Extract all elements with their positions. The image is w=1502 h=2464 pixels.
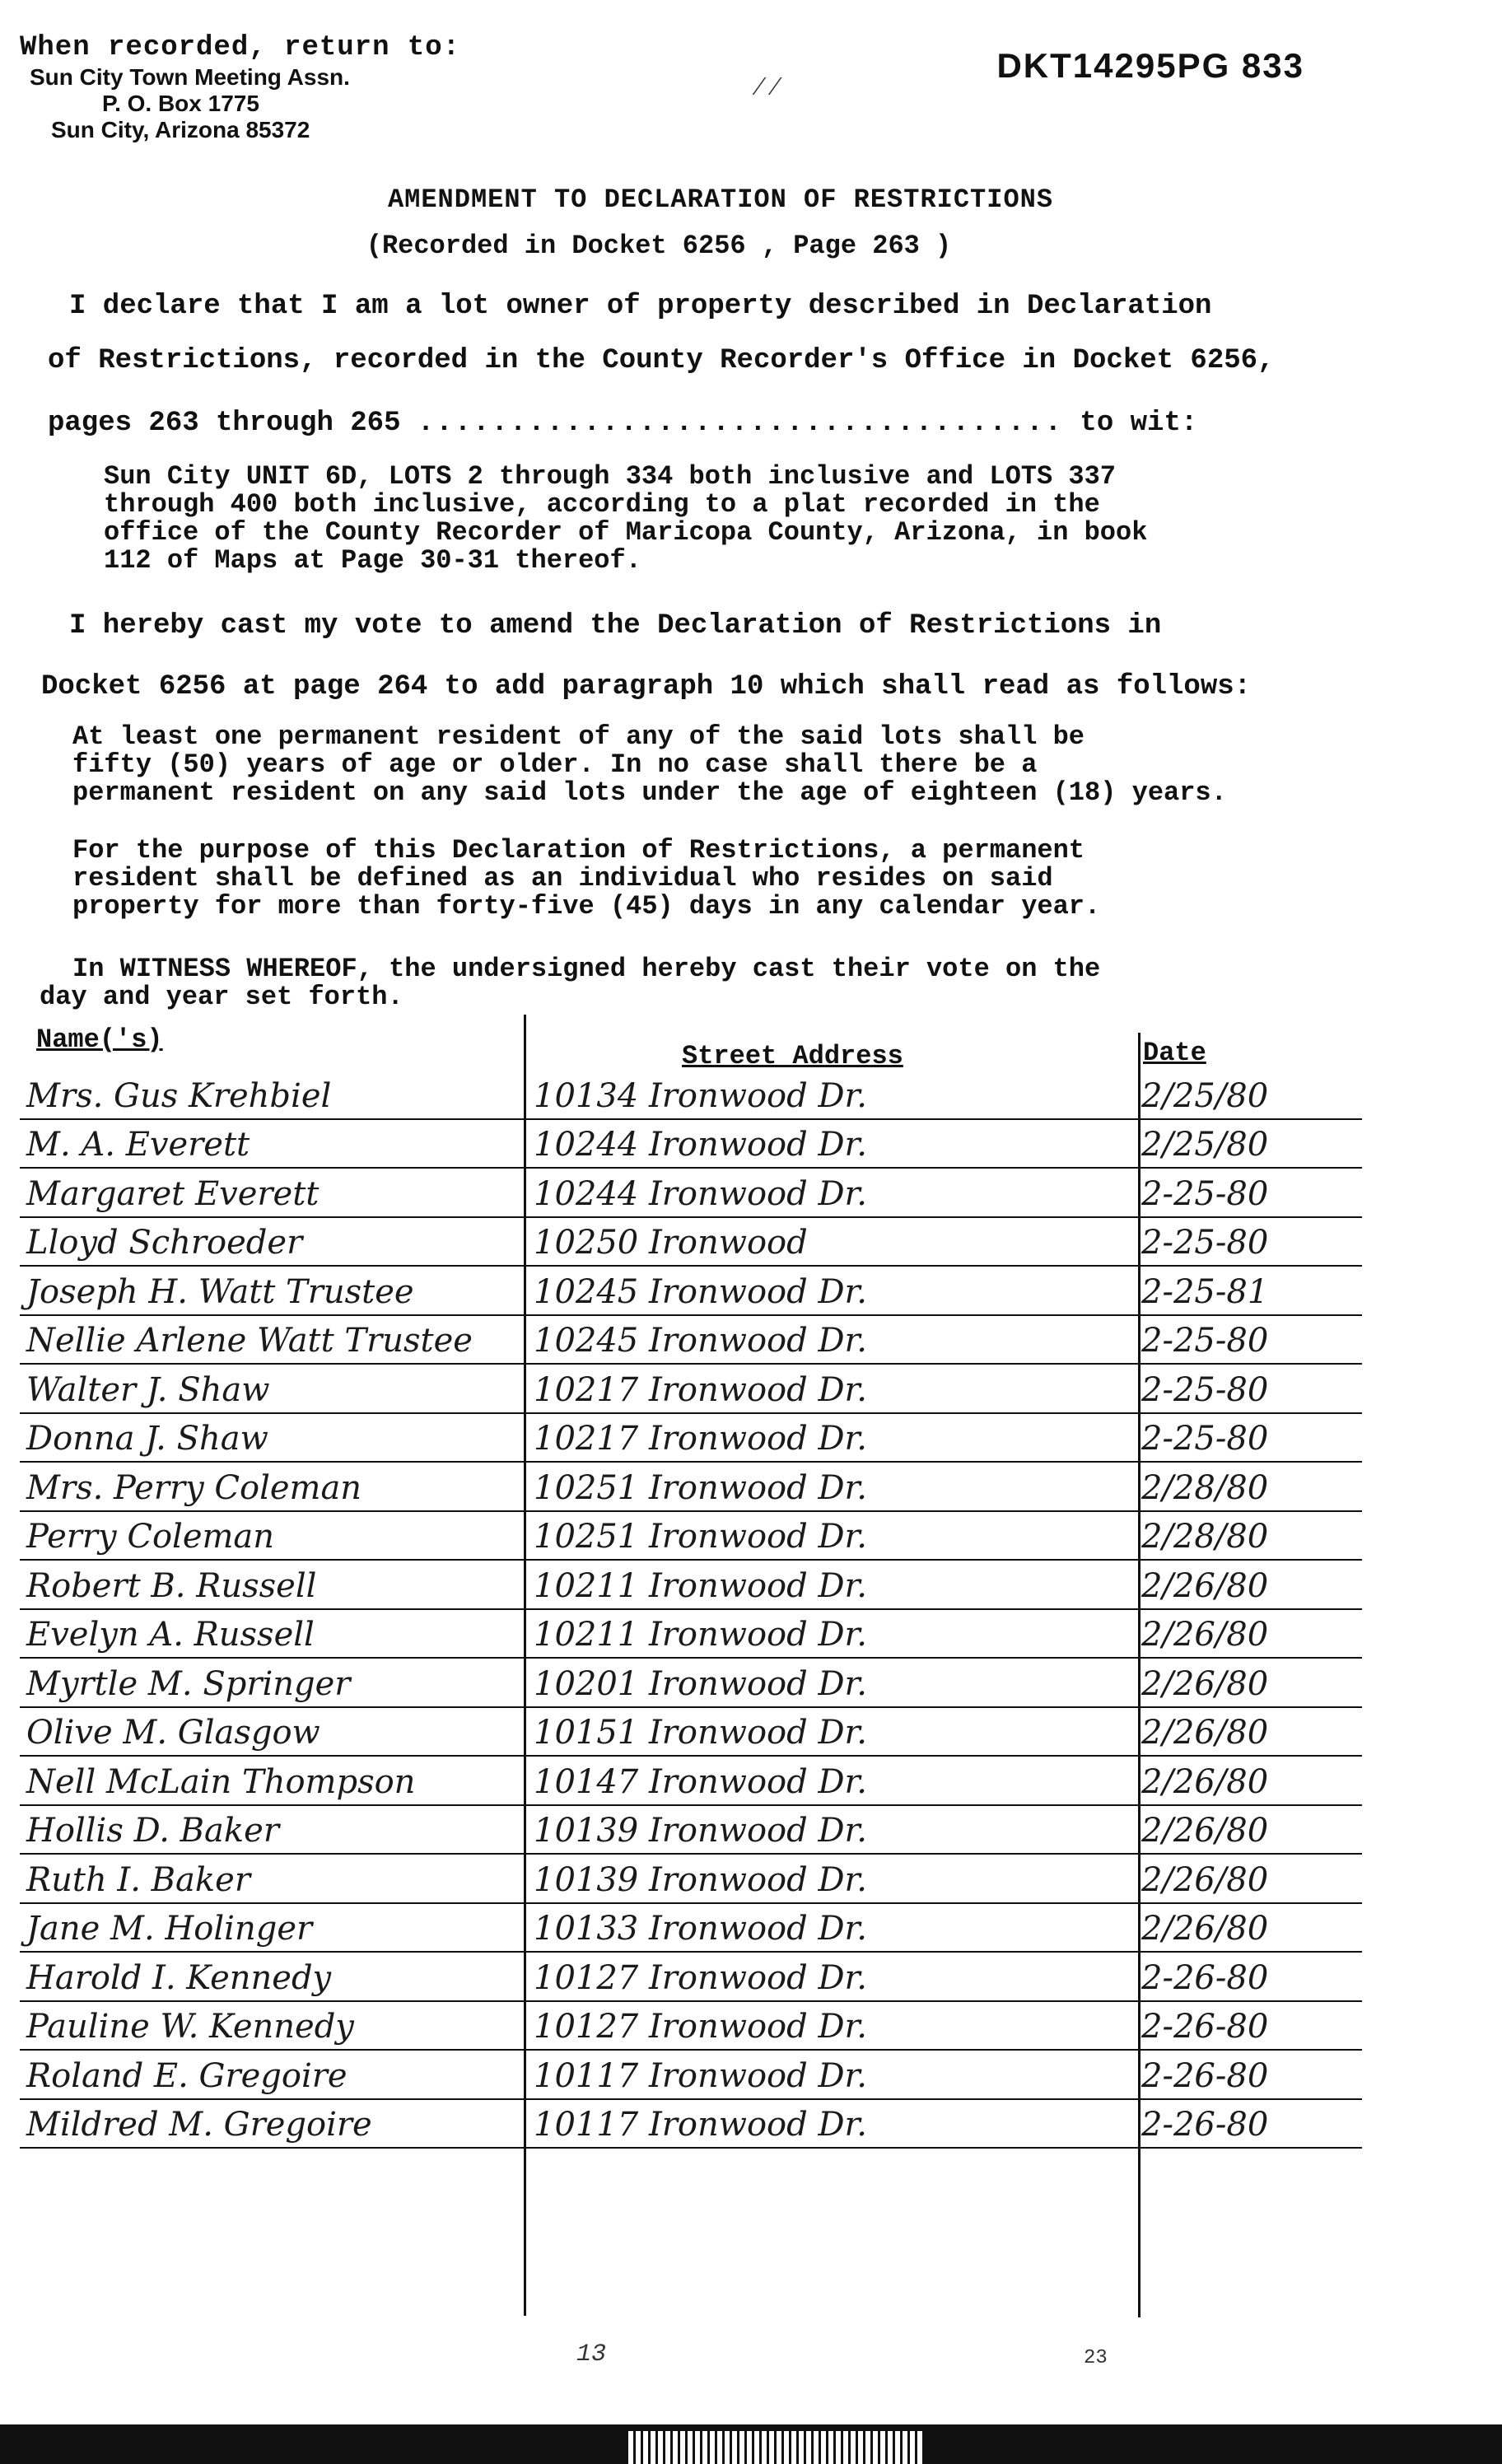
signature-name: Mrs. Gus Krehbiel — [26, 1076, 332, 1115]
return-to-box: P. O. Box 1775 — [102, 91, 259, 116]
signature-row — [20, 1316, 1362, 1365]
signature-name: Walter J. Shaw — [26, 1370, 270, 1409]
signature-date: 2-26-80 — [1141, 2008, 1269, 2046]
signature-row — [20, 1659, 1362, 1708]
definition-paragraph — [72, 837, 1423, 921]
signature-address: 10139 Ironwood Dr. — [534, 1812, 867, 1850]
scan-edge — [0, 2424, 1502, 2464]
signature-date: 2-25-80 — [1141, 1224, 1269, 1262]
signature-name: Pauline W. Kennedy — [26, 2008, 354, 2046]
legal-line: office of the County Recorder of Maricopa County, Arizona, in book — [104, 517, 1148, 548]
signature-date: 2/26/80 — [1141, 1860, 1269, 1899]
declare-line-2: of Restrictions, recorded in the County Recorder's Office in Docket 6256, — [48, 345, 1275, 376]
signature-date: 2/28/80 — [1141, 1468, 1269, 1507]
paragraph-10 — [72, 723, 1423, 807]
margin-mark: ∕∕ — [751, 72, 783, 103]
signature-address: 10211 Ironwood Dr. — [534, 1616, 867, 1654]
signature-address: 10151 Ironwood Dr. — [534, 1714, 867, 1752]
signature-date: 2/26/80 — [1141, 1910, 1269, 1948]
paragraph-10-line: fifty (50) years of age or older. In no case shall there be a — [72, 749, 1038, 780]
signature-address: 10244 Ironwood Dr. — [534, 1126, 867, 1164]
declare-dots: ................................... — [417, 408, 1064, 439]
signature-row — [20, 1218, 1362, 1267]
signature-address: 10251 Ironwood Dr. — [534, 1518, 867, 1556]
declare-to-wit: to wit: — [1080, 408, 1198, 439]
signature-address: 10244 Ironwood Dr. — [534, 1174, 867, 1213]
signature-date: 2/26/80 — [1141, 1762, 1269, 1801]
declare-line-1: I declare that I am a lot owner of property described in Declaration — [69, 291, 1212, 322]
column-header-name: Name('s) — [36, 1024, 163, 1055]
signature-name: Lloyd Schroeder — [26, 1224, 303, 1262]
signature-row — [20, 1169, 1362, 1218]
signature-address: 10211 Ironwood Dr. — [534, 1566, 867, 1605]
signature-address: 10133 Ironwood Dr. — [534, 1910, 867, 1948]
signature-name: Harold I. Kennedy — [26, 1958, 332, 1997]
signature-date: 2-25-81 — [1141, 1272, 1269, 1311]
signature-row — [20, 1267, 1362, 1316]
witness-line: day and year set forth. — [40, 982, 403, 1012]
signature-name: Evelyn A. Russell — [26, 1616, 315, 1654]
signature-date: 2/26/80 — [1141, 1616, 1269, 1654]
signature-row — [20, 1512, 1362, 1561]
signature-date: 2/26/80 — [1141, 1714, 1269, 1752]
legal-line: Sun City UNIT 6D, LOTS 2 through 334 both inclusive and LOTS 337 — [104, 461, 1116, 492]
vote-line-1: I hereby cast my vote to amend the Declaration of Restrictions in — [69, 610, 1162, 642]
footer-mark: 23 — [1084, 2347, 1108, 2369]
definition-line: resident shall be defined as an individual who resides on said — [72, 863, 1053, 894]
signature-name: Perry Coleman — [26, 1518, 275, 1556]
signature-address: 10245 Ironwood Dr. — [534, 1322, 867, 1360]
signature-name: Joseph H. Watt Trustee — [26, 1272, 414, 1311]
signature-address: 10201 Ironwood Dr. — [534, 1664, 867, 1703]
signature-name: Olive M. Glasgow — [26, 1714, 320, 1752]
signature-date: 2-25-80 — [1141, 1370, 1269, 1409]
signature-address: 10245 Ironwood Dr. — [534, 1272, 867, 1311]
signature-row — [20, 1806, 1362, 1855]
signature-name: Robert B. Russell — [26, 1566, 317, 1605]
signature-name: Ruth I. Baker — [26, 1860, 250, 1899]
signature-address: 10134 Ironwood Dr. — [534, 1076, 867, 1115]
footer-mark: 13 — [576, 2340, 607, 2368]
legal-description — [104, 463, 1339, 575]
vote-line-2: Docket 6256 at page 264 to add paragraph 10 which shall read as follows: — [41, 671, 1252, 702]
witness-clause — [40, 954, 1423, 1012]
signature-address: 10217 Ironwood Dr. — [534, 1420, 867, 1458]
signature-row — [20, 1610, 1362, 1659]
signature-date: 2/26/80 — [1141, 1664, 1269, 1703]
signature-row — [20, 2100, 1362, 2149]
signature-row — [20, 2002, 1362, 2051]
signature-row — [20, 1953, 1362, 2002]
signature-row — [20, 1561, 1362, 1610]
signature-row — [20, 1708, 1362, 1757]
signature-row — [20, 1365, 1362, 1414]
signature-name: Hollis D. Baker — [26, 1812, 279, 1850]
return-to-city: Sun City, Arizona 85372 — [51, 117, 310, 142]
signature-table — [20, 1071, 1362, 2149]
signature-row — [20, 1904, 1362, 1953]
signature-date: 2-25-80 — [1141, 1420, 1269, 1458]
signature-date: 2-26-80 — [1141, 2056, 1269, 2095]
signature-row — [20, 1757, 1362, 1806]
signature-name: Donna J. Shaw — [26, 1420, 268, 1458]
signature-date: 2/26/80 — [1141, 1812, 1269, 1850]
docket-stamp: DKT14295PG 833 — [996, 46, 1304, 85]
signature-name: Mildred M. Gregoire — [26, 2106, 372, 2144]
signature-name: Nellie Arlene Watt Trustee — [26, 1322, 473, 1360]
signature-address: 10127 Ironwood Dr. — [534, 2008, 867, 2046]
signature-row — [20, 1071, 1362, 1120]
column-header-address: Street Address — [682, 1041, 903, 1071]
signature-name: Nell McLain Thompson — [26, 1762, 416, 1801]
return-to-heading: When recorded, return to: — [20, 32, 461, 63]
scan-edge-gap — [626, 2431, 922, 2464]
document-subtitle: (Recorded in Docket 6256 , Page 263 ) — [366, 231, 952, 261]
signature-row — [20, 1855, 1362, 1904]
paragraph-10-line: At least one permanent resident of any of the said lots shall be — [72, 721, 1085, 752]
signature-name: Myrtle M. Springer — [26, 1664, 351, 1703]
declare-pages: pages 263 through 265 — [48, 408, 401, 439]
paragraph-10-line: permanent resident on any said lots under the age of eighteen (18) years. — [72, 777, 1227, 808]
signature-name: Roland E. Gregoire — [26, 2056, 348, 2095]
column-header-date: Date — [1143, 1038, 1206, 1068]
signature-address: 10139 Ironwood Dr. — [534, 1860, 867, 1899]
signature-name: Margaret Everett — [26, 1174, 320, 1213]
signature-name: Mrs. Perry Coleman — [26, 1468, 362, 1507]
return-to-block — [20, 31, 460, 143]
definition-line: For the purpose of this Declaration of Restrictions, a permanent — [72, 835, 1085, 866]
signature-address: 10117 Ironwood Dr. — [534, 2106, 867, 2144]
legal-line: through 400 both inclusive, according to a plat recorded in the — [104, 489, 1100, 520]
signature-address: 10127 Ironwood Dr. — [534, 1958, 867, 1997]
signature-name: M. A. Everett — [26, 1126, 250, 1164]
declare-line-3 — [48, 407, 1349, 440]
signature-address: 10217 Ironwood Dr. — [534, 1370, 867, 1409]
signature-address: 10147 Ironwood Dr. — [534, 1762, 867, 1801]
signature-date: 2-25-80 — [1141, 1174, 1269, 1213]
witness-line: In WITNESS WHEREOF, the undersigned hereby cast their vote on the — [72, 954, 1101, 984]
signature-address: 10251 Ironwood Dr. — [534, 1468, 867, 1507]
signature-row — [20, 1120, 1362, 1169]
signature-date: 2/25/80 — [1141, 1126, 1269, 1164]
signature-date: 2-26-80 — [1141, 1958, 1269, 1997]
signature-date: 2/25/80 — [1141, 1076, 1269, 1115]
signature-name: Jane M. Holinger — [26, 1910, 313, 1948]
return-to-org: Sun City Town Meeting Assn. — [30, 64, 350, 90]
signature-date: 2-26-80 — [1141, 2106, 1269, 2144]
signature-address: 10117 Ironwood Dr. — [534, 2056, 867, 2095]
signature-date: 2-25-80 — [1141, 1322, 1269, 1360]
signature-address: 10250 Ironwood — [534, 1224, 808, 1262]
legal-line: 112 of Maps at Page 30-31 thereof. — [104, 545, 641, 576]
signature-row — [20, 1414, 1362, 1463]
document-title: AMENDMENT TO DECLARATION OF RESTRICTIONS — [387, 184, 1054, 215]
signature-date: 2/26/80 — [1141, 1566, 1269, 1605]
definition-line: property for more than forty-five (45) days in any calendar year. — [72, 891, 1101, 922]
signature-date: 2/28/80 — [1141, 1518, 1269, 1556]
signature-row — [20, 1463, 1362, 1512]
signature-row — [20, 2051, 1362, 2100]
